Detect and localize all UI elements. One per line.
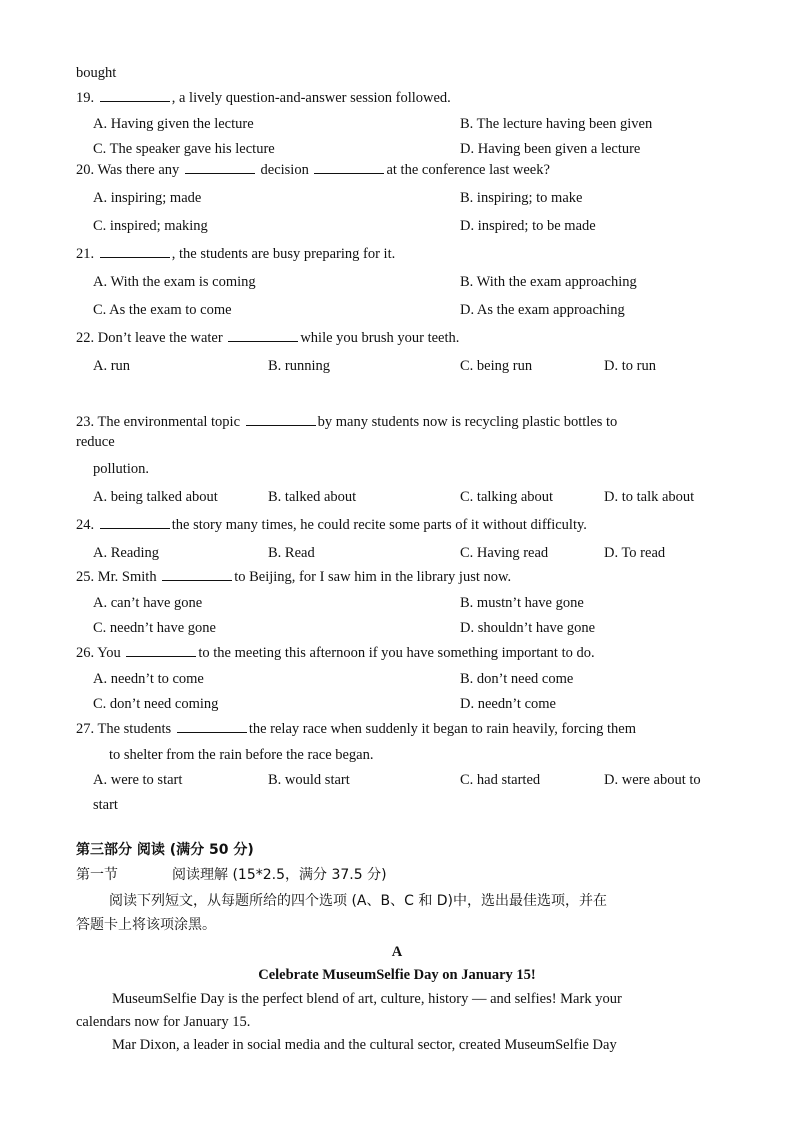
q21-option-a: A. With the exam is coming <box>93 274 256 290</box>
q23-stem-line-3: pollution. <box>93 461 149 477</box>
q22-end: while you brush your teeth. <box>300 330 460 346</box>
q26-end: to the meeting this afternoon if you have something important to do. <box>198 645 595 661</box>
q20-end: at the conference last week? <box>386 162 550 178</box>
q19-option-d: D. Having been given a lecture <box>460 141 641 157</box>
q21-stem-text: , the students are busy preparing for it. <box>171 246 396 262</box>
q22-option-b: B. running <box>268 358 331 374</box>
passage-title: Celebrate MuseumSelfie Day on January 15! <box>258 967 536 983</box>
q20-mid: decision <box>260 162 309 178</box>
q24-option-c: C. Having read <box>460 545 549 561</box>
q24-number: 24. <box>76 517 95 533</box>
q27-option-b: B. would start <box>268 772 350 788</box>
answer-blank <box>126 644 196 657</box>
q18-tail: bought <box>76 65 117 81</box>
question-27-stem <box>76 720 636 738</box>
q19-option-a: A. Having given the lecture <box>93 116 254 132</box>
question-21-stem <box>76 245 395 263</box>
q21-option-c: C. As the exam to come <box>93 302 232 318</box>
q24-option-b: B. Read <box>268 545 315 561</box>
answer-blank <box>100 89 170 102</box>
q23-end: by many students now is recycling plastic bottles to <box>317 414 618 430</box>
q26-number: 26. You <box>76 645 121 661</box>
q27-number: 27. The students <box>76 721 172 737</box>
q23-stem-line-2: reduce <box>76 434 115 450</box>
q24-option-d: D. To read <box>604 545 666 561</box>
answer-blank <box>100 516 170 529</box>
q24-option-a: A. Reading <box>93 545 160 561</box>
q23-option-c: C. talking about <box>460 489 554 505</box>
question-24-stem <box>76 516 587 534</box>
q27-stem-line-2: to shelter from the rain before the race began. <box>109 747 374 763</box>
answer-blank <box>185 161 255 174</box>
q20-option-a: A. inspiring; made <box>93 190 202 206</box>
q25-option-b: B. mustn’t have gone <box>460 595 584 611</box>
q19-option-b: B. The lecture having been given <box>460 116 653 132</box>
q23-option-d: D. to talk about <box>604 489 695 505</box>
passage-p1-line-2: calendars now for January 15. <box>76 1014 251 1030</box>
answer-blank <box>314 161 384 174</box>
answer-blank <box>228 329 298 342</box>
q25-option-c: C. needn’t have gone <box>93 620 216 636</box>
q19-option-c: C. The speaker gave his lecture <box>93 141 275 157</box>
q20-number: 20. Was there any <box>76 162 180 178</box>
question-20-stem <box>76 161 550 179</box>
q20-option-c: C. inspired; making <box>93 218 208 234</box>
part-3-heading: 第三部分 阅读 (满分 50 分) <box>76 842 254 858</box>
q25-end: to Beijing, for I saw him in the library just now. <box>234 569 512 585</box>
q25-number: 25. Mr. Smith <box>76 569 157 585</box>
q26-option-c: C. don’t need coming <box>93 696 219 712</box>
q21-option-d: D. As the exam approaching <box>460 302 625 318</box>
q27-option-d: D. were about to <box>604 772 701 788</box>
section-1-label: 第一节 <box>76 867 118 883</box>
question-22-stem <box>76 329 459 347</box>
instruction-line-1: 阅读下列短文，从每题所给的四个选项 (A、B、C 和 D)中，选出最佳选项，并在 <box>109 893 608 909</box>
q21-number: 21. <box>76 246 95 262</box>
q19-number: 19. <box>76 90 95 106</box>
q21-option-b: B. With the exam approaching <box>460 274 637 290</box>
question-19-stem <box>76 89 451 107</box>
q26-option-b: B. don’t need come <box>460 671 574 687</box>
q27-end: the relay race when suddenly it began to rain heavily, forcing them <box>248 721 637 737</box>
q25-option-d: D. shouldn’t have gone <box>460 620 596 636</box>
question-26-stem <box>76 644 595 662</box>
q23-option-b: B. talked about <box>268 489 357 505</box>
q27-option-c: C. had started <box>460 772 541 788</box>
q25-option-a: A. can’t have gone <box>93 595 203 611</box>
q23-option-a: A. being talked about <box>93 489 218 505</box>
instruction-line-2: 答题卡上将该项涂黑。 <box>76 917 216 933</box>
q19-stem-text: , a lively question-and-answer session followed. <box>171 90 451 106</box>
question-23-stem <box>76 413 617 431</box>
question-25-stem <box>76 568 511 586</box>
answer-blank <box>100 245 170 258</box>
q20-option-b: B. inspiring; to make <box>460 190 583 206</box>
answer-blank <box>246 413 316 426</box>
q26-option-d: D. needn’t come <box>460 696 556 712</box>
q22-option-a: A. run <box>93 358 131 374</box>
passage-letter: A <box>391 944 403 960</box>
passage-p2-line-1: Mar Dixon, a leader in social media and the cultural sector, created MuseumSelfie Day <box>112 1037 617 1053</box>
q26-option-a: A. needn’t to come <box>93 671 204 687</box>
q24-end: the story many times, he could recite some parts of it without difficulty. <box>171 517 587 533</box>
q22-number: 22. Don’t leave the water <box>76 330 223 346</box>
q20-option-d: D. inspired; to be made <box>460 218 596 234</box>
section-1-title: 阅读理解 (15*2.5，满分 37.5 分) <box>172 867 387 883</box>
q22-option-c: C. being run <box>460 358 533 374</box>
q22-option-d: D. to run <box>604 358 656 374</box>
q27-option-a: A. were to start <box>93 772 183 788</box>
q23-number: 23. The environmental topic <box>76 414 241 430</box>
answer-blank <box>162 568 232 581</box>
passage-p1-line-1: MuseumSelfie Day is the perfect blend of art, culture, history — and selfies! Mark your <box>112 991 622 1007</box>
q27-option-d-wrap: start <box>93 797 118 813</box>
answer-blank <box>177 720 247 733</box>
